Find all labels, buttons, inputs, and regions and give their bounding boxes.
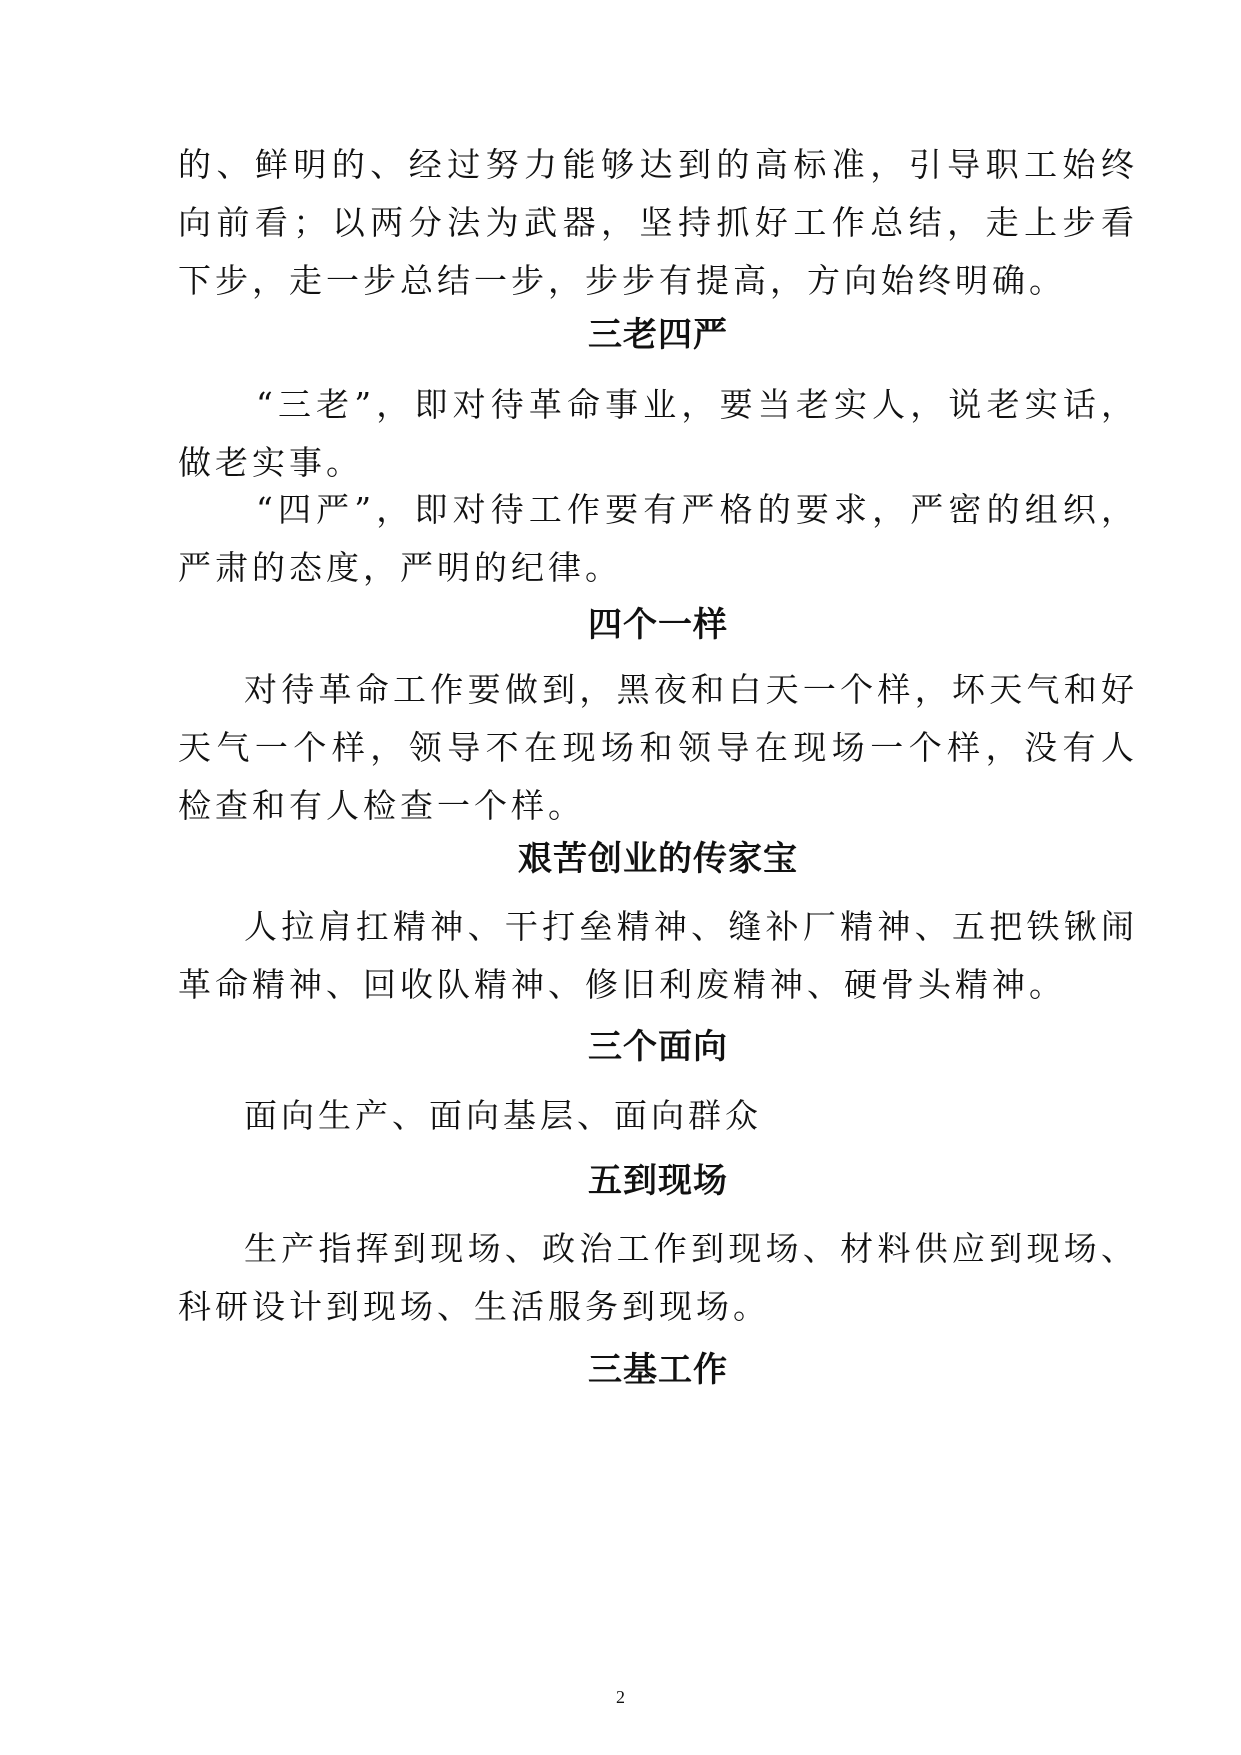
chuan-jia-bao-paragraph: 人拉肩扛精神、干打垒精神、缝补厂精神、五把铁锹闹革命精神、回收队精神、修旧利废精神、硬骨头精神。 <box>178 907 1138 1004</box>
wu-dao-xian-chang-paragraph: 生产指挥到现场、政治工作到现场、材料供应到现场、科研设计到现场、生活服务到现场。 <box>178 1229 1138 1326</box>
heading-san-lao-si-yan: 三老四严 <box>588 315 728 355</box>
heading-wu-dao-xian-chang: 五到现场 <box>588 1161 728 1201</box>
heading-san-ge-mian-xiang: 三个面向 <box>588 1027 728 1067</box>
intro-paragraph: 的、鲜明的、经过努力能够达到的高标准，引导职工始终向前看；以两分法为武器，坚持抓好工作总结，走上步看下步，走一步总结一步，步步有提高，方向始终明确。 <box>178 145 1138 300</box>
heading-san-ji-gong-zuo: 三基工作 <box>588 1350 728 1390</box>
san-ge-mian-xiang-paragraph: 面向生产、面向基层、面向群众 <box>244 1096 762 1135</box>
heading-si-ge-yi-yang: 四个一样 <box>588 605 728 645</box>
page-number: 2 <box>616 1687 625 1707</box>
si-yan-paragraph: “四严”，即对待工作要有严格的要求，严密的组织，严肃的态度，严明的纪律。 <box>178 490 1138 587</box>
heading-chuan-jia-bao: 艰苦创业的传家宝 <box>518 839 798 879</box>
san-lao-paragraph: “三老”，即对待革命事业，要当老实人，说老实话，做老实事。 <box>178 385 1138 482</box>
si-ge-yi-yang-paragraph: 对待革命工作要做到，黑夜和白天一个样，坏天气和好天气一个样，领导不在现场和领导在现场一个样，没有人检查和有人检查一个样。 <box>178 670 1138 825</box>
